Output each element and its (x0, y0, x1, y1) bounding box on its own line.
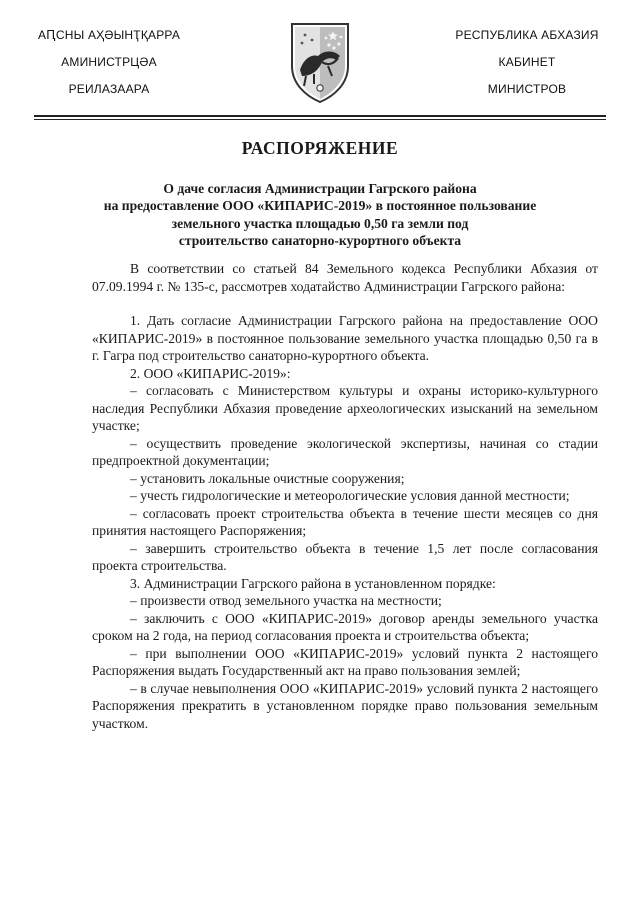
subject-line-1: О даче согласия Администрации Гагрского района (163, 181, 477, 196)
clause-2-item: – учесть гидрологические и метеорологические условия данной местности; (130, 488, 570, 503)
subject-line-3: земельного участка площадью 0,50 га земли под (171, 215, 469, 231)
header-left-line-1: АԤСНЫ АҲӘЫНҬҚАРРА (37, 28, 181, 42)
clause-3-item: – при выполнении ООО «КИПАРИС-2019» условий пункта 2 настоящего Распоряжения выдать Государственный акт на право пользования землей; (92, 645, 598, 678)
clause-2-item: – осуществить проведение экологической экспертизы, начиная со стадии предпроектной документации; (92, 435, 598, 468)
header-divider-thin (34, 119, 606, 120)
clause-3-item: – заключить с ООО «КИПАРИС-2019» договор аренды земельного участка сроком на 2 года, на период согласования проекта и строительства объекта; (92, 610, 598, 643)
clause-2-item: – завершить строительство объекта в течение 1,5 лет после согласования проекта строительства. (92, 540, 598, 573)
header-right-line-2: КАБИНЕТ (498, 55, 556, 69)
header-left-abkhaz (34, 22, 184, 103)
document-subject (60, 180, 580, 249)
clause-2-item: – согласовать проект строительства объекта в течение шести месяцев со дня принятия настоящего Распоряжения; (92, 505, 598, 538)
header-right-line-3: МИНИСТРОВ (487, 82, 567, 96)
subject-line-4: строительство санаторно-курортного объекта (178, 232, 462, 248)
header-right-line-1: РЕСПУБЛИКА АБХАЗИЯ (455, 28, 599, 42)
clause-2-item: – согласовать с Министерством культуры и охраны историко-культурного наследия Республики Абхазия проведение археологических изысканий на земельном участке; (92, 383, 598, 433)
clause-3-item: – произвести отвод земельного участка на местности; (130, 593, 442, 608)
document-title: РАСПОРЯЖЕНИЕ (241, 138, 399, 158)
header-left-line-2: АМИНИСТРЦӘА (61, 55, 157, 69)
clause-2-item: – установить локальные очистные сооружения; (130, 470, 405, 486)
preamble: В соответствии со статьей 84 Земельного кодекса Республики Абхазия от 07.09.1994 г. № 135-с, рассмотрев ходатайство Администрации Гагрского района: (92, 261, 598, 294)
clause-1: 1. Дать согласие Администрации Гагрского района на предоставление ООО «КИПАРИС-2019» в постоянное пользование земельного участка площадью 0,50 га в г. Гагра под строительство санаторно-курортного объекта. (92, 313, 598, 363)
coat-of-arms-icon (288, 20, 352, 104)
clause-3-heading: 3. Администрации Гагрского района в установленном порядке: (130, 575, 496, 591)
header-right-russian (452, 22, 602, 103)
header-divider-thick (34, 115, 606, 117)
clause-3-item: – в случае невыполнения ООО «КИПАРИС-2019» условий пункта 2 настоящего Распоряжения прекратить в установленном порядке право пользования земельным участком. (92, 680, 598, 731)
subject-line-2: на предоставление ООО «КИПАРИС-2019» в постоянное пользование (103, 198, 537, 214)
clause-2-heading: 2. ООО «КИПАРИС-2019»: (130, 365, 291, 381)
header-left-line-3: РЕИЛАЗААРА (68, 82, 150, 96)
document-body (92, 260, 598, 732)
